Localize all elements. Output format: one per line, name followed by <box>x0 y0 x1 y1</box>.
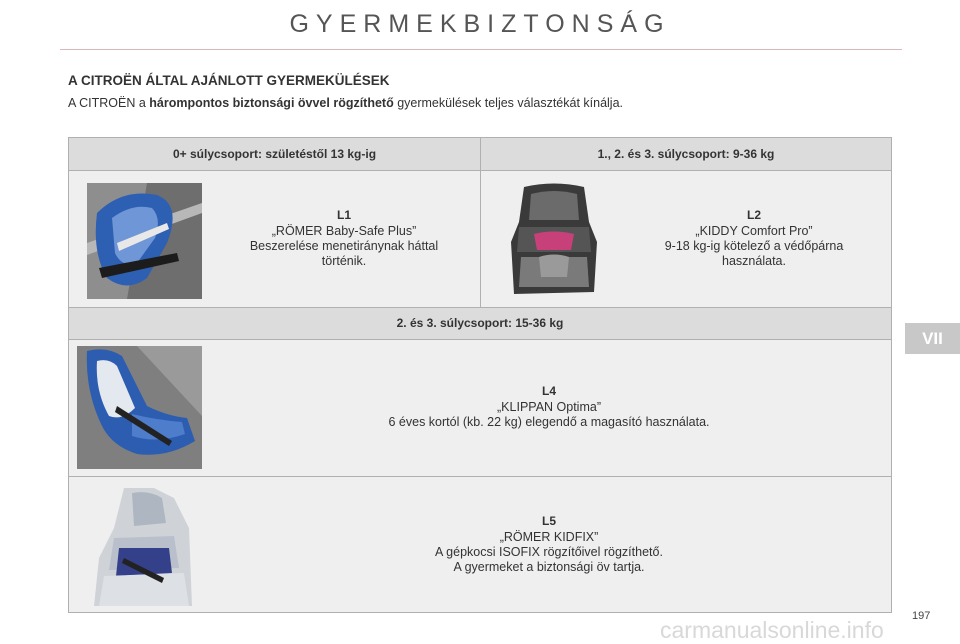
seat-desc-l5: L5 „RÖMER KIDFIX” A gépkocsi ISOFIX rögzítőivel rögzíthető. A gyermeket a biztonsági öv tartja. <box>435 514 663 574</box>
seat-image-l2 <box>509 182 599 299</box>
chapter-tab: VII <box>905 323 960 354</box>
intro-text: A CITROËN a hárompontos biztonsági övvel rögzíthető gyermekülések teljes választékát kínálja. <box>68 96 624 110</box>
seat-desc-l1: L1 „RÖMER Baby-Safe Plus” Beszerelése menetiránynak háttal történik. <box>249 208 439 268</box>
table-divider <box>69 339 891 340</box>
table-divider <box>480 138 481 307</box>
header-group-2-3: 2. és 3. súlycsoport: 15-36 kg <box>69 308 891 339</box>
section-title: A CITROËN ÁLTAL AJÁNLOTT GYERMEKÜLÉSEK <box>68 73 390 88</box>
seat-image-l5 <box>94 488 194 606</box>
seat-image-l1 <box>87 183 202 299</box>
header-divider <box>60 49 902 50</box>
child-seat-table <box>68 137 892 613</box>
page-number: 197 <box>912 610 931 622</box>
page-title: GYERMEKBIZTONSÁG <box>289 10 671 38</box>
seat-desc-l4: L4 „KLIPPAN Optima” 6 éves kortól (kb. 22 kg) elegendő a magasító használata. <box>388 384 710 429</box>
header-group-0: 0+ súlycsoport: születéstől 13 kg-ig <box>69 138 480 170</box>
table-divider <box>69 476 891 477</box>
watermark: carmanualsonline.info <box>660 617 884 643</box>
seat-desc-l2: L2 „KIDDY Comfort Pro” 9-18 kg-ig kötelező a védőpárna használata. <box>664 208 844 268</box>
header-group-1-3: 1., 2. és 3. súlycsoport: 9-36 kg <box>481 138 891 170</box>
seat-image-l4 <box>77 346 202 469</box>
